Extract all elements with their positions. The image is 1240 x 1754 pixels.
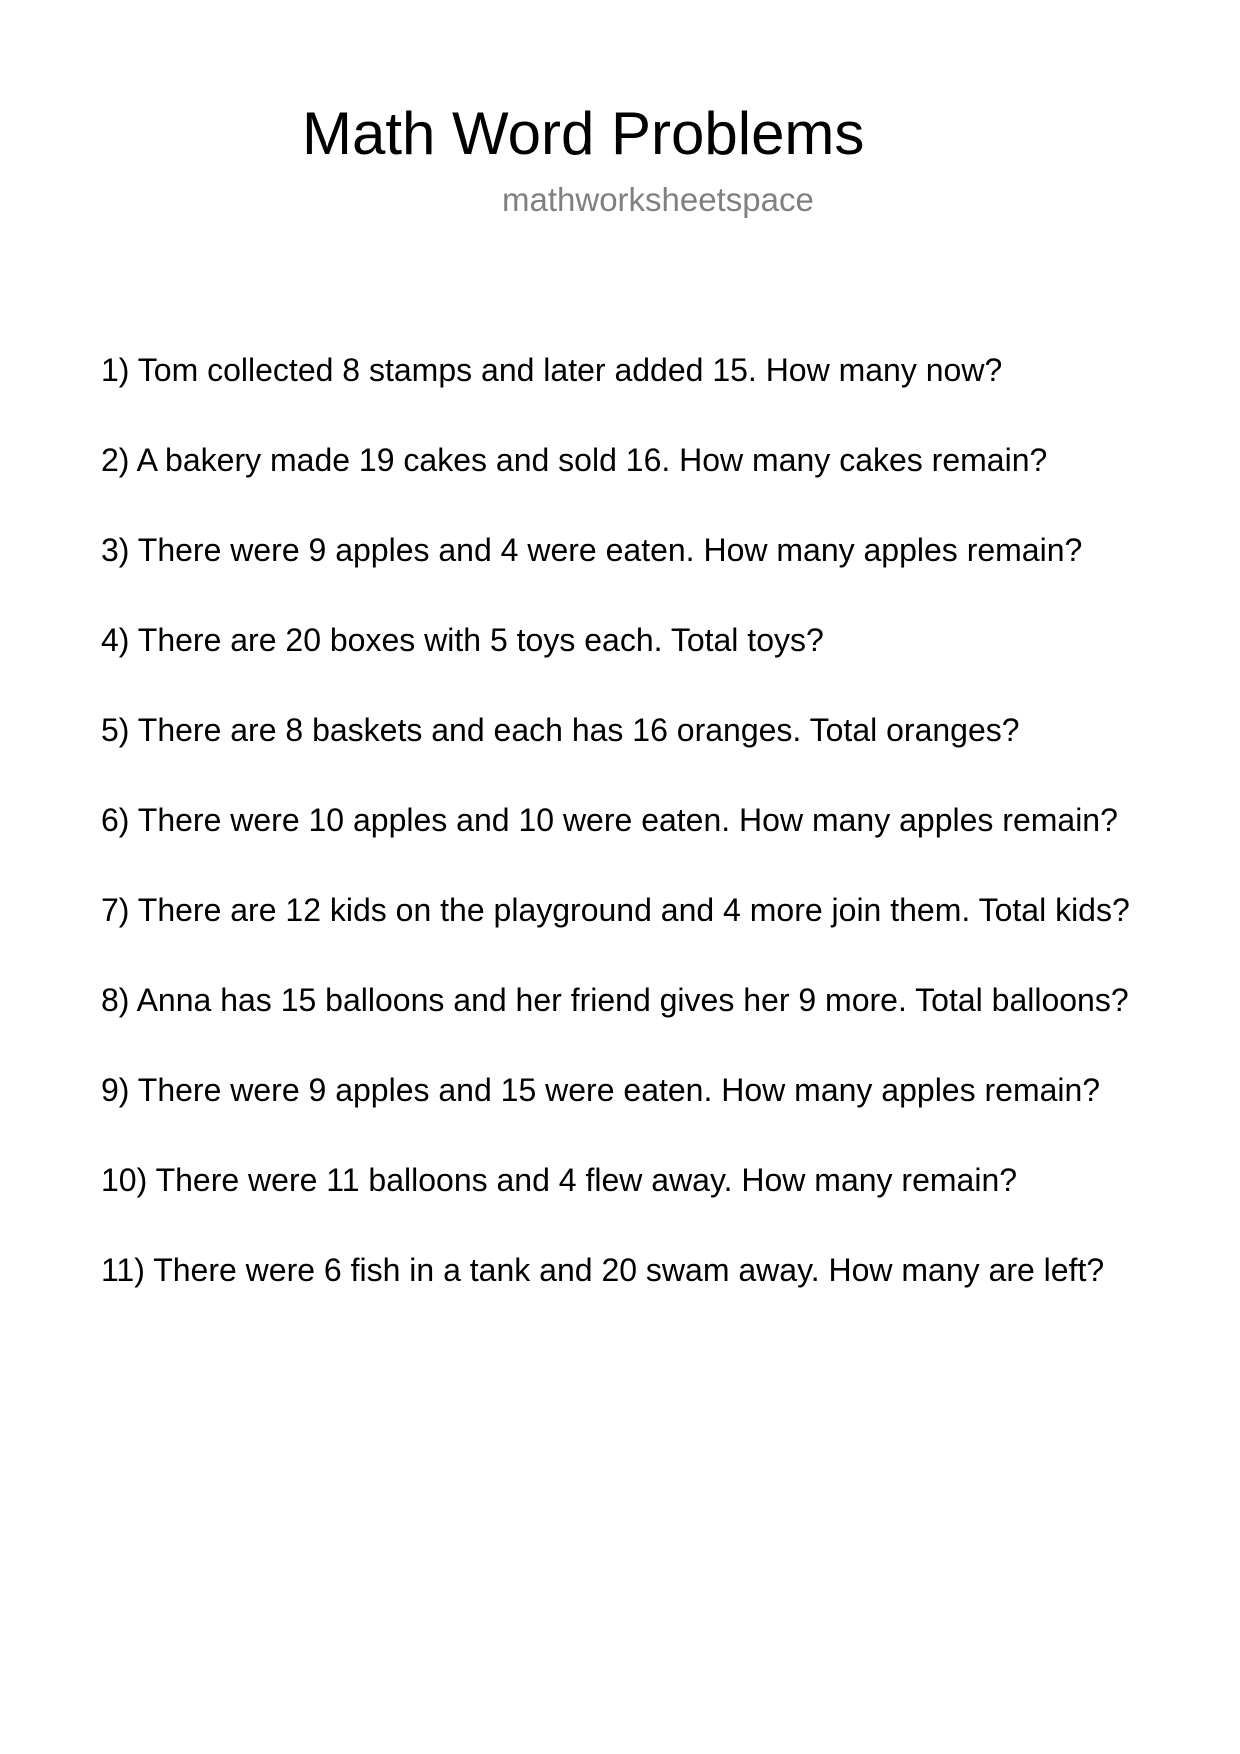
page-title: Math Word Problems [302,100,865,167]
problem-item: 9) There were 9 apples and 15 were eaten. How many apples remain? [101,1072,1101,1108]
problem-item: 10) There were 11 balloons and 4 flew away. How many remain? [101,1162,1018,1198]
problem-item: 4) There are 20 boxes with 5 toys each. Total toys? [101,622,824,658]
problem-item: 1) Tom collected 8 stamps and later added 15. How many now? [101,352,1003,388]
problem-list [101,350,1130,1340]
source-subtitle: mathworksheetspace [502,181,814,218]
problem-item: 6) There were 10 apples and 10 were eaten. How many apples remain? [101,802,1118,838]
problem-item: 7) There are 12 kids on the playground and 4 more join them. Total kids? [101,892,1130,928]
problem-item: 3) There were 9 apples and 4 were eaten. How many apples remain? [101,532,1083,568]
problem-item: 8) Anna has 15 balloons and her friend gives her 9 more. Total balloons? [101,982,1129,1018]
problem-item: 2) A bakery made 19 cakes and sold 16. How many cakes remain? [101,442,1048,478]
problem-item: 11) There were 6 fish in a tank and 20 swam away. How many are left? [101,1252,1105,1288]
problem-item: 5) There are 8 baskets and each has 16 oranges. Total oranges? [101,712,1020,748]
